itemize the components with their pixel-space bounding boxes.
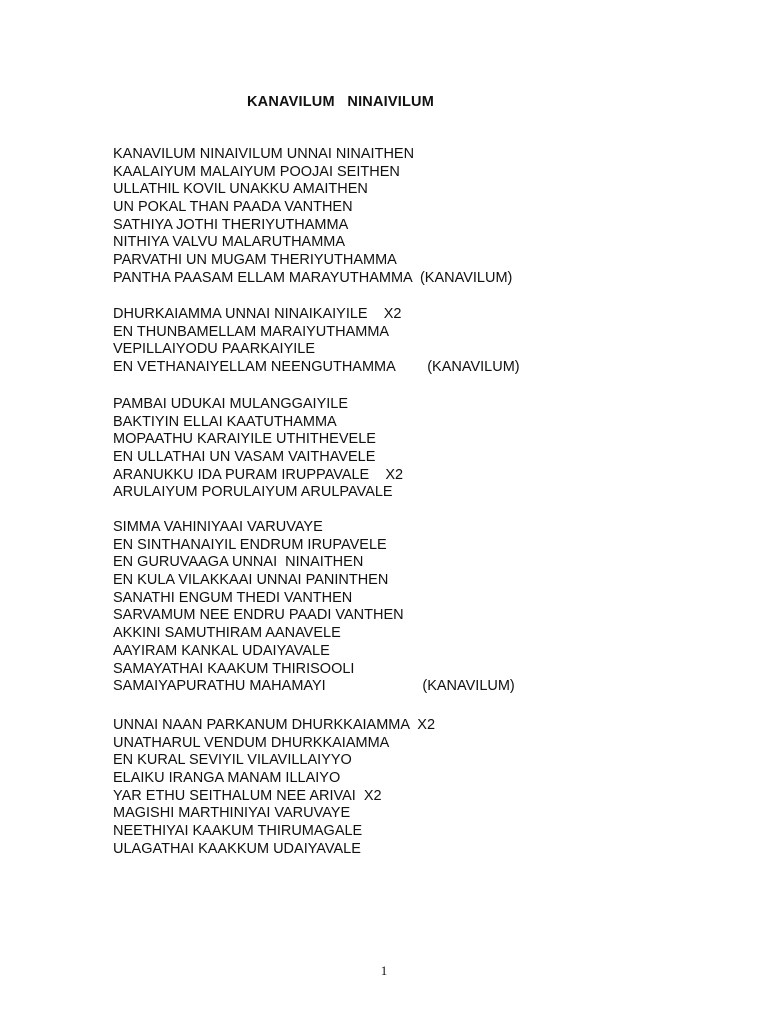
- lyric-line: EN VETHANAIYELLAM NEENGUTHAMMA (KANAVILUM): [113, 359, 520, 376]
- song-title: KANAVILUM NINAIVILUM: [247, 94, 434, 110]
- lyric-line: UNATHARUL VENDUM DHURKKAIAMMA: [113, 734, 390, 751]
- lyric-line: MAGISHI MARTHINIYAI VARUVAYE: [113, 805, 351, 822]
- lyric-line: AAYIRAM KANKAL UDAIYAVALE: [113, 642, 330, 659]
- stanza-1: [113, 146, 512, 288]
- lyric-line: YAR ETHU SEITHALUM NEE ARIVAI X2: [113, 787, 382, 804]
- stanza-3: [113, 396, 403, 502]
- lyric-line: EN KURAL SEVIYIL VILAVILLAIYYO: [113, 752, 352, 769]
- lyric-line: NITHIYA VALVU MALARUTHAMMA: [113, 234, 346, 251]
- lyric-line: SAMAYATHAI KAAKUM THIRISOOLI: [113, 660, 355, 677]
- lyric-line: SAMAIYAPURATHU MAHAMAYI (KANAVILUM): [113, 678, 515, 695]
- lyric-line: PANTHA PAASAM ELLAM MARAYUTHAMMA (KANAVILUM): [113, 269, 513, 286]
- lyric-line: UNNAI NAAN PARKANUM DHURKKAIAMMA X2: [113, 717, 436, 733]
- lyric-line: UN POKAL THAN PAADA VANTHEN: [113, 199, 353, 216]
- lyric-line: NEETHIYAI KAAKUM THIRUMAGALE: [113, 823, 363, 840]
- lyric-line: EN GURUVAAGA UNNAI NINAITHEN: [113, 554, 364, 571]
- lyric-line: KANAVILUM NINAIVILUM UNNAI NINAITHEN: [113, 146, 415, 162]
- stanza-2: [113, 306, 520, 377]
- lyric-line: ARANUKKU IDA PURAM IRUPPAVALE X2: [113, 466, 404, 483]
- lyric-line: DHURKAIAMMA UNNAI NINAIKAIYILE X2: [113, 306, 402, 322]
- lyric-line: KAALAIYUM MALAIYUM POOJAI SEITHEN: [113, 163, 400, 180]
- lyric-line: SIMMA VAHINIYAAI VARUVAYE: [113, 519, 323, 535]
- lyric-line: VEPILLAIYODU PAARKAIYILE: [113, 341, 316, 358]
- page-number: 1: [380, 963, 388, 978]
- lyric-line: AKKINI SAMUTHIRAM AANAVELE: [113, 625, 341, 642]
- lyric-line: SANATHI ENGUM THEDI VANTHEN: [113, 589, 353, 606]
- stanza-4: [113, 519, 515, 696]
- lyric-line: ELAIKU IRANGA MANAM ILLAIYO: [113, 770, 341, 787]
- lyric-line: PARVATHI UN MUGAM THERIYUTHAMMA: [113, 252, 397, 269]
- lyric-line: SATHIYA JOTHI THERIYUTHAMMA: [113, 216, 349, 233]
- lyric-line: PAMBAI UDUKAI MULANGGAIYILE: [113, 396, 349, 412]
- lyric-line: MOPAATHU KARAIYILE UTHITHEVELE: [113, 431, 376, 448]
- lyric-line: EN ULLATHAI UN VASAM VAITHAVELE: [113, 449, 376, 466]
- lyric-line: ARULAIYUM PORULAIYUM ARULPAVALE: [113, 484, 393, 501]
- stanza-5: [113, 717, 435, 859]
- lyric-line: EN SINTHANAIYIL ENDRUM IRUPAVELE: [113, 536, 387, 553]
- lyric-line: EN KULA VILAKKAAI UNNAI PANINTHEN: [113, 572, 389, 589]
- lyric-line: SARVAMUM NEE ENDRU PAADI VANTHEN: [113, 607, 404, 624]
- lyric-line: ULLATHIL KOVIL UNAKKU AMAITHEN: [113, 181, 368, 198]
- lyric-line: ULAGATHAI KAAKKUM UDAIYAVALE: [113, 840, 361, 857]
- lyric-line: BAKTIYIN ELLAI KAATUTHAMMA: [113, 413, 337, 430]
- lyric-line: EN THUNBAMELLAM MARAIYUTHAMMA: [113, 323, 390, 340]
